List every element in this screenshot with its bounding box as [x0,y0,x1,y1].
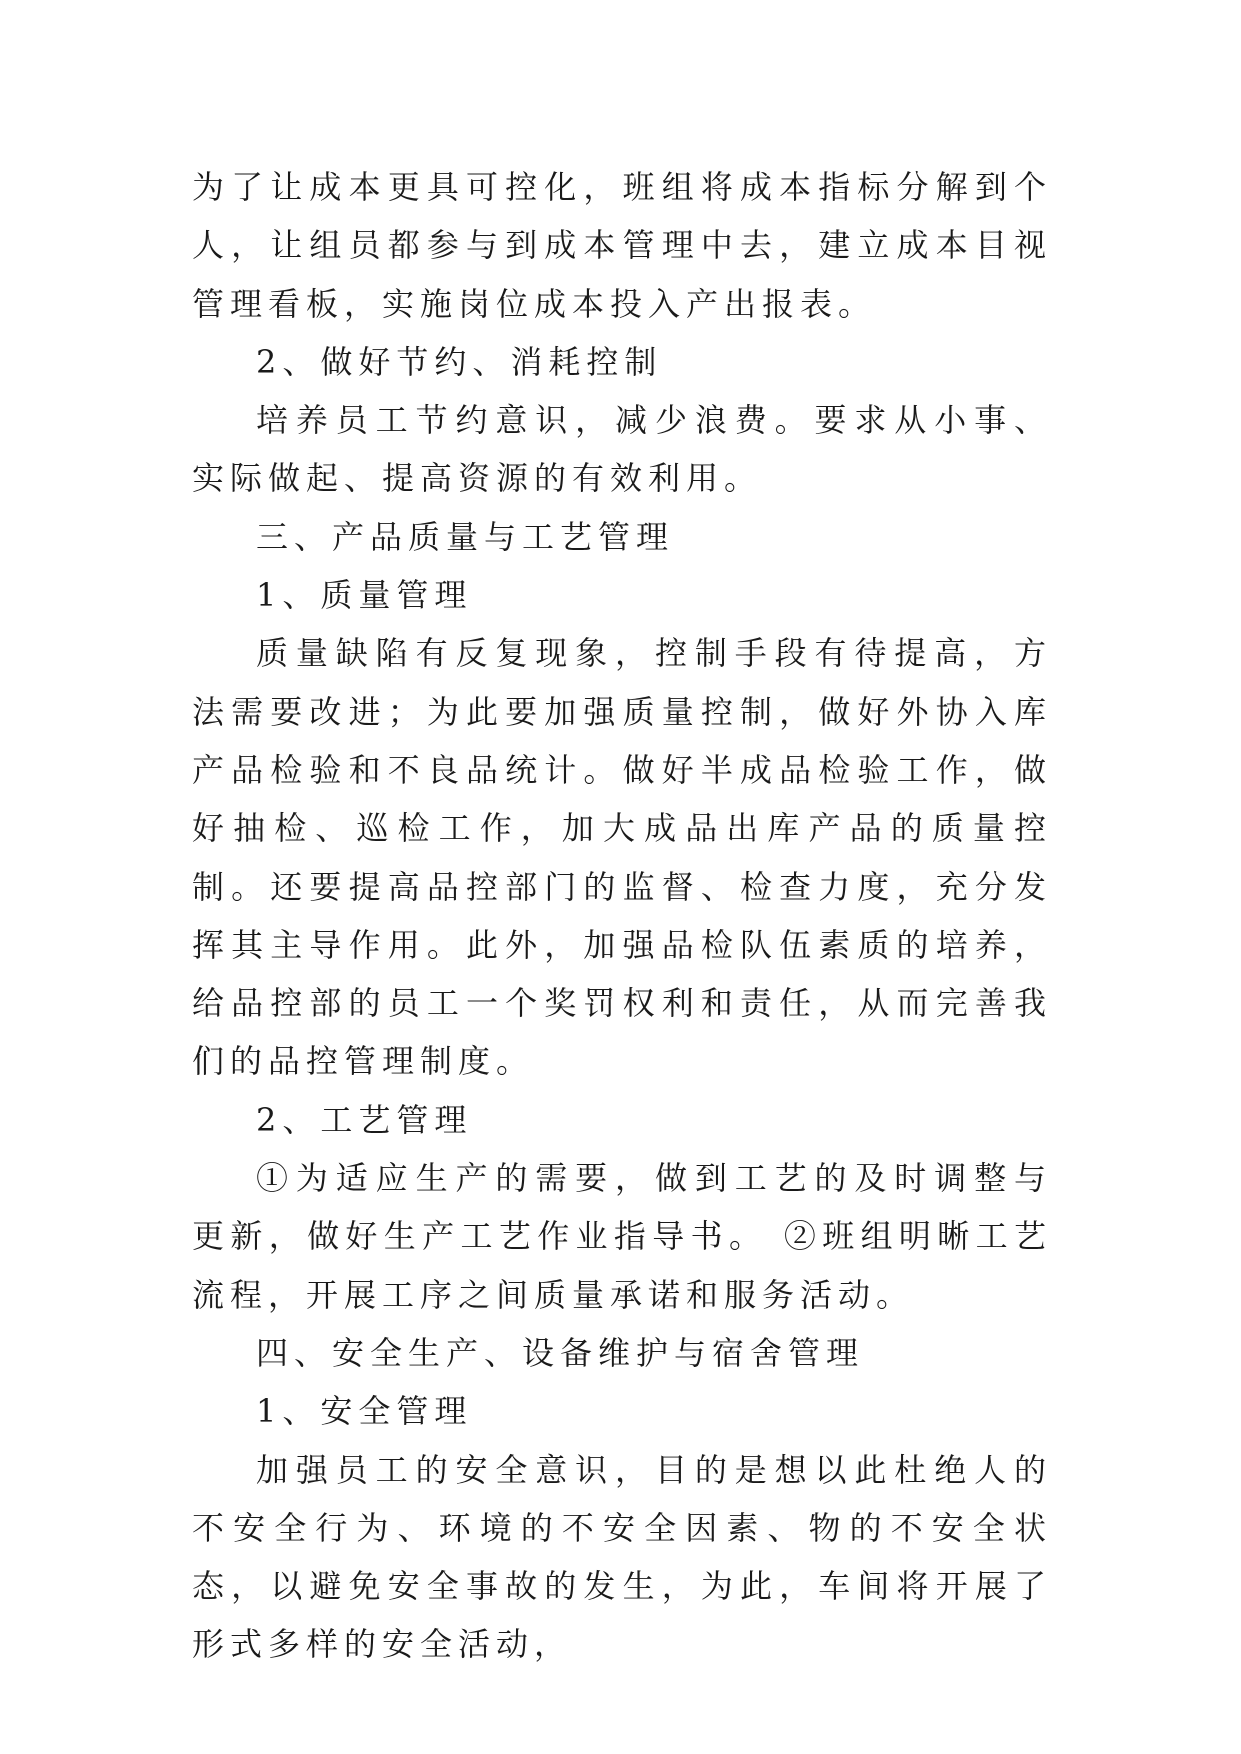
heading-safety-equipment-dorm: 四、安全生产、设备维护与宿舍管理 [256,1333,865,1372]
paragraph-cost-control: 为了让成本更具可控化，班组将成本指标分解到个人，让组员都参与到成本管理中去，建立成本目视管理看板，实施岗位成本投入产出报表。 [192,168,1052,323]
paragraph-safety-awareness: 加强员工的安全意识，目的是想以此杜绝人的不安全行为、环境的不安全因素、物的不安全状态，以避免安全事故的发生，为此，车间将开展了形式多样的安全活动， [192,1450,1052,1664]
heading-saving-consumption: 2、做好节约、消耗控制 [256,342,663,381]
heading-safety-management: 1、安全管理 [256,1392,473,1431]
heading-quality-process: 三、产品质量与工艺管理 [256,517,675,556]
paragraph-quality-defects: 质量缺陷有反复现象，控制手段有待提高，方法需要改进；为此要加强质量控制，做好外协入库产品检验和不良品统计。做好半成品检验工作，做好抽检、巡检工作，加大成品出库产品的质量控制。还要提高品控部门的监督、检查力度，充分发挥其主导作用。此外，加强品检队伍素质的培养，给品控部的员工一个奖罚权利和责任，从而完善我们的品控管理制度。 [192,634,1052,1081]
paragraph-process-details: ①为适应生产的需要，做到工艺的及时调整与更新，做好生产工艺作业指导书。 ②班组明晰工艺流程，开展工序之间质量承诺和服务活动。 [192,1159,1052,1314]
heading-process-management: 2、工艺管理 [256,1100,473,1139]
heading-quality-management: 1、质量管理 [256,576,473,615]
paragraph-saving-awareness: 培养员工节约意识，减少浪费。要求从小事、实际做起、提高资源的有效利用。 [192,401,1052,498]
document-body [192,158,1052,1674]
